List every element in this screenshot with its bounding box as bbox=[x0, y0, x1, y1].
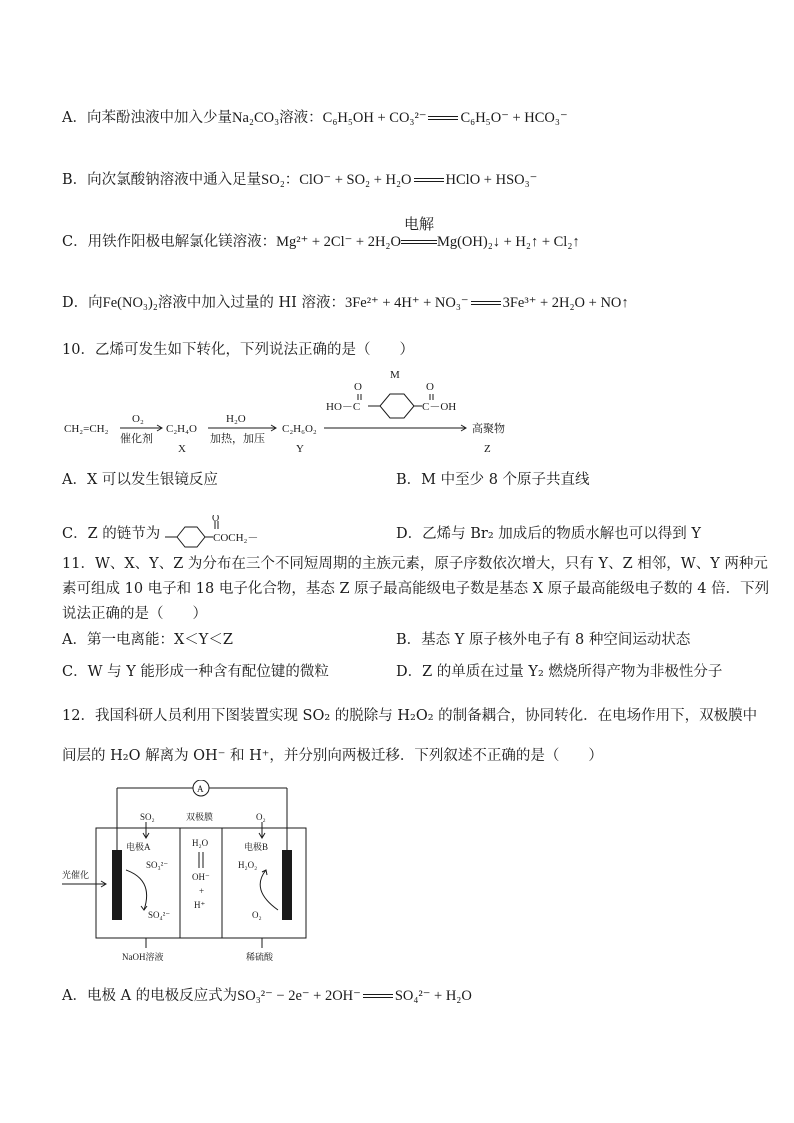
naoh-label: NaOH溶液 bbox=[122, 952, 164, 962]
m-carbonyl-o-right: O bbox=[426, 381, 434, 393]
q9-c-eq-left: Mg²⁺ + 2Cl⁻ + 2H₂O bbox=[276, 234, 401, 250]
q11-stem-line-2: 素可组成 10 电子和 18 电子化合物，基态 Z 原子最高能级电子数是基态 X 原子最高能级电子数的 4 倍．下列 bbox=[62, 581, 770, 597]
q11-option-a: A．第一电离能：X＜Y＜Z bbox=[62, 632, 233, 648]
hydroxide-label: OH⁻ bbox=[192, 872, 210, 882]
q9-c-condition: 电解 bbox=[403, 215, 434, 233]
q10-c-label: C．Z 的链节为 bbox=[62, 526, 161, 542]
q11-stem-line-1: 11．W、X、Y、Z 为分布在三个不同短周期的主族元素，原子序数依次增大，只有 Y、Z 相邻，W、Y 两种元 bbox=[62, 556, 768, 572]
q10-option-a: A．X 可以发生银镜反应 bbox=[62, 472, 218, 488]
so3-label: SO₃²⁻ bbox=[146, 860, 169, 870]
q11-stem-line-3: 说法正确的是（ ） bbox=[62, 606, 207, 622]
q11-option-d: D．Z 的单质在过量 Y₂ 燃烧所得产物为非极性分子 bbox=[396, 664, 723, 680]
q12-a-eq-left: SO₃²⁻ − 2e⁻ + 2OH⁻ bbox=[237, 988, 361, 1004]
q9-a-mid: 溶液： bbox=[279, 110, 323, 126]
acid-label: 稀硫酸 bbox=[246, 952, 274, 962]
q9-b-eq-right: HClO + HSO₃⁻ bbox=[445, 172, 538, 188]
reagent-o2: O₂ bbox=[132, 413, 144, 425]
equals-sign bbox=[428, 116, 458, 120]
q9-d-reagent: Fe(NO₃)₂ bbox=[102, 295, 158, 311]
ethylene-formula: CH₂=CH₂ bbox=[64, 423, 109, 435]
q12-stem-line-1: 12．我国科研人员利用下图装置实现 SO₂ 的脱除与 H₂O₂ 的制备耦合，协同转化．在电场作用下，双极膜中 bbox=[62, 708, 758, 724]
q12-a-label: A．电极 A 的电极反应式为 bbox=[62, 988, 238, 1004]
reagent-heat-pressure: 加热，加压 bbox=[210, 433, 265, 445]
q10-option-c bbox=[62, 515, 265, 544]
q9-option-d bbox=[62, 293, 629, 313]
q9-option-b bbox=[62, 170, 537, 190]
plus-label: + bbox=[199, 886, 205, 896]
q10-reaction-scheme bbox=[62, 364, 582, 454]
reagent-water: H₂O bbox=[226, 413, 246, 425]
q11-option-c: C．W 与 Y 能形成一种含有配位键的微粒 bbox=[62, 664, 329, 680]
equals-sign bbox=[414, 178, 444, 182]
q9-b-eq-left: ClO⁻ + SO₂ + H₂O bbox=[299, 172, 412, 188]
electrolysis-condition bbox=[401, 215, 437, 252]
q9-d-eq-left: 3Fe²⁺ + 4H⁺ + NO₃⁻ bbox=[344, 295, 469, 311]
m-carbonyl-o-left: O bbox=[354, 381, 362, 393]
q9-d-eq-right: 3Fe³⁺ + 2H₂O + NO↑ bbox=[502, 295, 629, 311]
q9-a-label: A．向苯酚浊液中加入少量 bbox=[62, 110, 232, 126]
water-label: H₂O bbox=[192, 838, 209, 848]
so2-label: SO₂ bbox=[140, 812, 155, 822]
h2o2-label: H₂O₂ bbox=[238, 860, 258, 870]
electrode-a-label: 电极A bbox=[126, 842, 151, 852]
q9-a-reagent: Na₂CO₃ bbox=[231, 110, 280, 126]
equals-sign bbox=[471, 301, 501, 305]
x-label: X bbox=[178, 443, 186, 454]
ester-group: COCH₂－ bbox=[212, 532, 259, 544]
q9-c-label: C．用铁作阳极电解氯化镁溶液： bbox=[62, 234, 277, 250]
q9-option-a bbox=[62, 108, 568, 128]
electrolysis-cell-diagram bbox=[62, 780, 342, 965]
q9-option-c bbox=[62, 215, 580, 252]
q9-b-mid: ： bbox=[284, 172, 300, 188]
m-right-group: C－OH bbox=[422, 401, 457, 413]
x-formula: C₂H₄O bbox=[166, 423, 197, 435]
q9-b-reagent: SO₂ bbox=[261, 172, 285, 188]
proton-label: H⁺ bbox=[194, 900, 206, 910]
equals-sign bbox=[363, 994, 393, 998]
m-label: M bbox=[390, 369, 400, 381]
m-left-group: HO－C bbox=[326, 401, 361, 413]
q9-d-mid: 溶液中加入过量的 HI 溶液： bbox=[157, 295, 345, 311]
carbonyl-o: O bbox=[211, 515, 220, 524]
z-label: Z bbox=[484, 443, 491, 454]
q10-option-b: B．M 中至少 8 个原子共直线 bbox=[396, 472, 590, 488]
q12-option-a bbox=[62, 986, 472, 1006]
q9-a-eq-right: C₆H₅O⁻ + HCO₃⁻ bbox=[460, 110, 568, 126]
q12-stem-line-2: 间层的 H₂O 解离为 OH⁻ 和 H⁺，并分别向两极迁移．下列叙述不正确的是（ ） bbox=[62, 748, 603, 764]
electrode-b-label: 电极B bbox=[244, 842, 269, 852]
o2-bottom-label: O₂ bbox=[252, 910, 262, 920]
reagent-catalyst: 催化剂 bbox=[120, 433, 153, 445]
repeating-unit-structure bbox=[165, 515, 265, 549]
polymer-product: 高聚物 bbox=[472, 423, 505, 435]
ammeter-label: A bbox=[197, 784, 204, 794]
q10-stem: 10．乙烯可发生如下转化，下列说法正确的是（ ） bbox=[62, 342, 414, 358]
so4-label: SO₄²⁻ bbox=[148, 910, 171, 920]
q12-a-eq-right: SO₄²⁻ + H₂O bbox=[394, 988, 472, 1004]
light-label: 光催化 bbox=[62, 870, 90, 880]
q11-option-b: B．基态 Y 原子核外电子有 8 种空间运动状态 bbox=[396, 632, 691, 648]
q9-d-label: D．向 bbox=[62, 295, 103, 311]
y-label: Y bbox=[296, 443, 304, 454]
q9-a-eq-left: C₆H₅OH + CO₃²⁻ bbox=[322, 110, 427, 126]
membrane-label: 双极膜 bbox=[186, 812, 214, 822]
q9-b-label: B．向次氯酸钠溶液中通入足量 bbox=[62, 172, 262, 188]
o2-top-label: O₂ bbox=[256, 812, 266, 822]
q10-option-d: D．乙烯与 Br₂ 加成后的物质水解也可以得到 Y bbox=[396, 526, 701, 542]
q9-c-eq-right: Mg(OH)₂↓ + H₂↑ + Cl₂↑ bbox=[436, 234, 580, 250]
y-formula: C₂H₆O₂ bbox=[282, 423, 317, 435]
